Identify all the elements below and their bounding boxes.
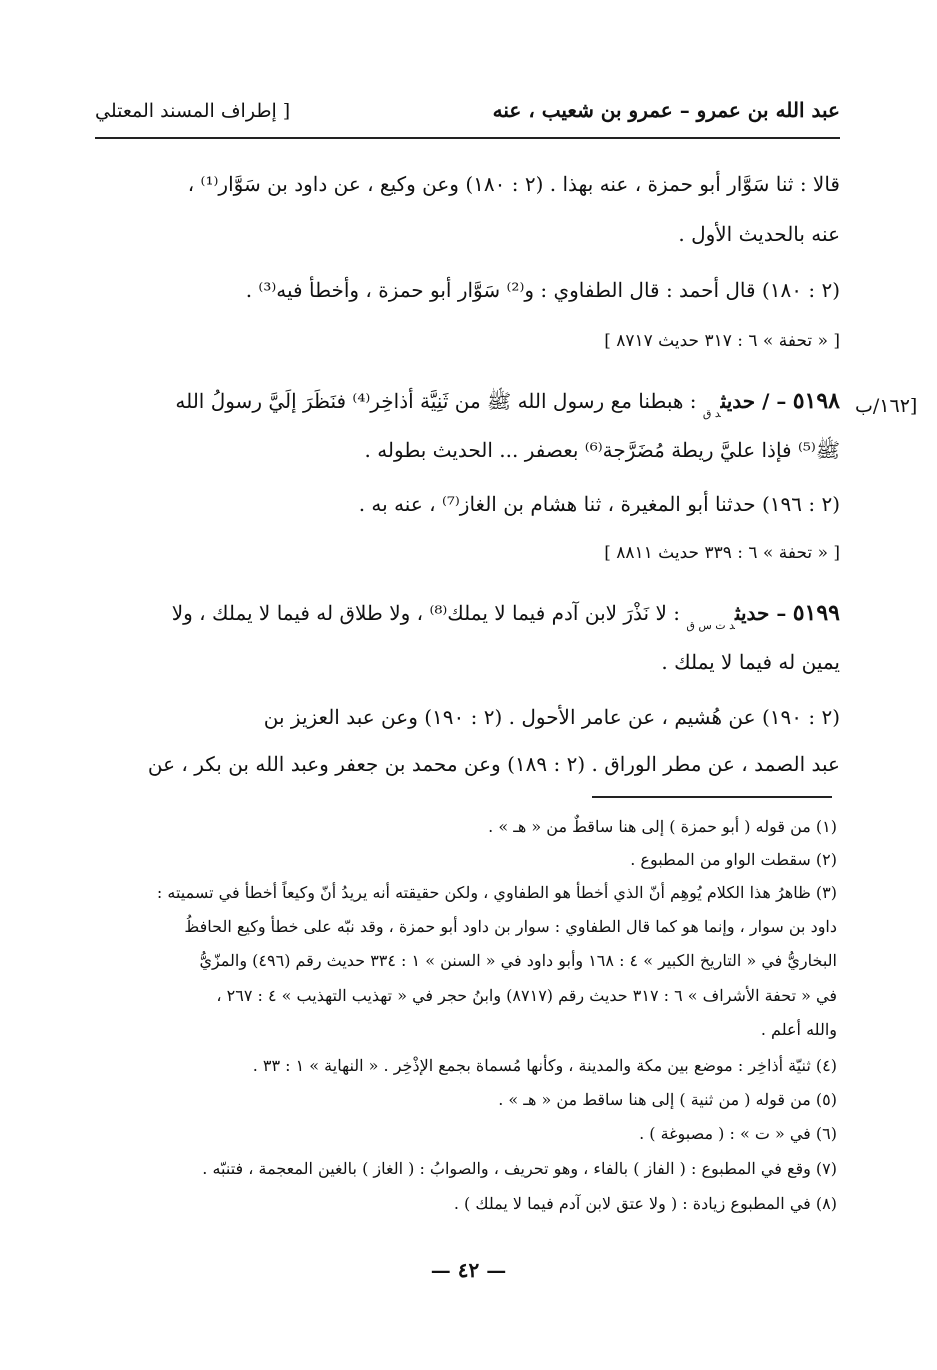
tuhfa-reference-1: [ « تحفة » ٦ : ٣١٧ حديث ٨٧١٧ ] xyxy=(604,331,840,351)
text-line-1: قالا : ثنا سَوَّار أبو حمزة ، عنه بهذا . (٢ : ١٨٠) وعن وكيع ، عن داود بن سَوَّار⁽¹⁾ ، xyxy=(187,172,840,196)
running-title-right: عبد الله بن عمرو – عمرو بن شعيب ، عنه xyxy=(492,98,840,122)
footnote-3-line-4: في « تحفة الأشراف » ٦ : ٣١٧ حديث رقم (٨٧١٧) وابنُ حجر في « تهذيب التهذيب » ٤ : ٢٦٧ ، xyxy=(216,986,837,1005)
running-header xyxy=(95,98,840,134)
hadith-5198-heading xyxy=(175,388,840,418)
hadith-5199-heading xyxy=(171,600,840,632)
footnote-7: (٧) وقع في المطبوع : ( الفاز ) بالفاء ، وهو تحريف ، والصوابُ : ( الغاز ) بالغين المعجمة ، فتنبّه . xyxy=(202,1159,837,1178)
tuhfa-reference-2: [ « تحفة » ٦ : ٣٣٩ حديث ٨٨١١ ] xyxy=(604,543,840,563)
text-line-6: ﷺ⁽⁵⁾ فإذا عليَّ ريطة مُضَرَّجة⁽⁶⁾ بعصفر ... الحديث بطوله . xyxy=(364,438,840,462)
running-title-left: [ إطراف المسند المعتلي xyxy=(95,100,291,122)
footnote-2: (٢) سقطت الواو من المطبوع . xyxy=(630,850,837,869)
margin-folio-note: [١٦٢/ب xyxy=(855,395,918,417)
footnote-rule xyxy=(592,796,832,798)
hadith-number: ٥١٩٩ xyxy=(792,600,840,626)
footnote-3-line-3: البخاريُّ في « التاريخ الكبير » ٤ : ١٦٨ وأبو داود في « السنن » ١ : ٣٣٤ حديث رقم (٤٩٦) والمزّيُّ xyxy=(199,951,837,970)
hadith-keyword: – / حديث xyxy=(720,389,787,413)
footnote-6: (٦) في « ت » : ( مصبوغة ) . xyxy=(639,1124,837,1143)
text-line-7: (٢ : ١٩٦) حدثنا أبو المغيرة ، ثنا هشام بن الغاز⁽⁷⁾ ، عنه به . xyxy=(358,492,840,516)
footnote-4: (٤) ثنيّة أذاخِر : موضع بين مكة والمدينة ، وكأنها مُسماة بجمع الإذْخِر . « النهاية » ١ : ٣٣ . xyxy=(252,1056,837,1075)
hadith-text: : لا نَذْرَ لابن آدم فيما لا يملك⁽⁸⁾ ، ولا طلاق له فيما لا يملك ، ولا xyxy=(171,601,680,625)
text-line-3: (٢ : ١٨٠) قال أحمد : قال الطفاوي : و⁽²⁾ سَوَّار أبو حمزة ، وأخطأ فيه⁽³⁾ . xyxy=(245,278,840,302)
footnote-5: (٥) من قوله ( من ثنية ) إلى هنا ساقط من « هـ » . xyxy=(498,1090,837,1109)
hadith-text: : هبطنا مع رسول الله ﷺ من ثَنِيَّة أذاخِر⁽⁴⁾ فنَظَرَ إلَيَّ رسولُ الله xyxy=(175,389,697,413)
hadith-sigla: د ق xyxy=(702,407,721,420)
page-number: — ٤٢ — xyxy=(430,1258,507,1282)
text-line-10: يمين له فيما لا يملك . xyxy=(661,650,840,674)
footnote-3-line-5: والله أعلم . xyxy=(760,1020,837,1039)
hadith-number: ٥١٩٨ xyxy=(792,388,840,414)
text-line-11: (٢ : ١٩٠) عن هُشيم ، عن عامر الأحول . (٢ : ١٩٠) وعن عبد العزيز بن xyxy=(263,705,840,729)
text-line-2: عنه بالحديث الأول . xyxy=(678,222,840,246)
header-rule xyxy=(95,137,840,139)
footnote-1: (١) من قوله ( أبو حمزة ) إلى هنا ساقطٌ من « هـ » . xyxy=(488,817,837,836)
footnote-3-line-2: داود بن سوار ، وإنما هو كما قال الطفاوي : سوار بن داود أبو حمزة ، وقد نبّه على خطأ وكيع الحافظُ xyxy=(184,917,837,936)
hadith-sigla: د ت س ق xyxy=(686,619,735,632)
footnote-8: (٨) في المطبوع زيادة : ( ولا عتق لابن آدم فيما لا يملك ) . xyxy=(453,1194,837,1213)
text-line-12: عبد الصمد ، عن مطر الوراق . (٢ : ١٨٩) وعن محمد بن جعفر وعبد الله بن بكر ، عن xyxy=(147,752,840,776)
footnote-3: (٣) ظاهرُ هذا الكلام يُوهِم أنّ الذي أخطأ هو الطفاوي ، ولكن حقيقته أنه يريدُ أنّ وكيعاً أخطأ في تسميته : xyxy=(156,883,837,902)
hadith-keyword: – حديث xyxy=(734,601,787,625)
